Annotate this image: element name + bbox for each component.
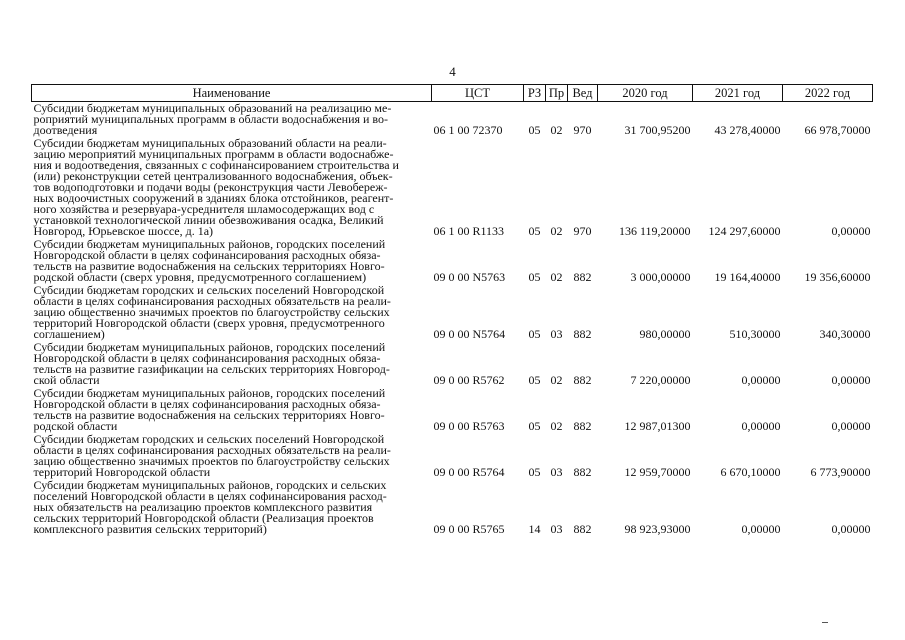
row-2020: 980,00000 [639, 327, 691, 341]
row-name [32, 341, 432, 387]
row-cst: 06 1 00 72370 [433, 123, 503, 137]
row-ved: 970 [573, 123, 592, 137]
row-cst: 06 1 00 R1133 [433, 224, 505, 238]
table-row [32, 433, 873, 479]
row-rz: 05 [528, 373, 541, 387]
row-name-line: Субсидии бюджетам муниципальных районов, городских поселений [33, 386, 386, 400]
row-name-line: ской области [33, 373, 100, 387]
row-name-line: территорий Новгородской области [33, 465, 211, 479]
row-pr: 02 [550, 224, 563, 238]
row-name [32, 284, 432, 341]
header-name: Наименование [32, 85, 432, 102]
table-row [32, 341, 873, 387]
header-2022: 2022 год [783, 85, 873, 102]
table-row [32, 102, 873, 138]
row-name-line: комплексного развития сельских территорий) [33, 522, 267, 536]
row-name-line: ния и водоотведения, связанных с софинансированием строительства и [33, 158, 399, 172]
row-name-line: Субсидии бюджетам городских и сельских поселений Новгородской [33, 432, 385, 446]
table-row [32, 137, 873, 238]
row-pr: 03 [550, 327, 563, 341]
stray-mark [822, 622, 828, 623]
row-2021: 510,30000 [729, 327, 781, 341]
row-2021: 0,00000 [741, 419, 781, 433]
row-name [32, 387, 432, 433]
table-row [32, 479, 873, 536]
row-name-line: зацию мероприятий муниципальных программ в области водоснабже- [33, 147, 394, 161]
page-number: 4 [449, 64, 456, 79]
row-2022: 0,00000 [831, 522, 871, 536]
row-2022: 66 978,70000 [804, 123, 871, 137]
row-name-line: ного хозяйства и резервуара-усреднителя шламосодержащих вод с [33, 202, 375, 216]
row-name-line: тельств на развитие водоснабжения на сельских территориях Новго- [33, 259, 385, 273]
row-2020: 12 987,01300 [624, 419, 691, 433]
row-2021: 19 164,40000 [714, 270, 781, 284]
row-rz: 05 [528, 123, 541, 137]
row-ved: 882 [573, 522, 592, 536]
row-ved: 882 [573, 419, 592, 433]
table-body [32, 102, 873, 537]
row-pr: 02 [550, 270, 563, 284]
row-name [32, 102, 432, 138]
row-name-line: области в целях софинансирования расходных обязательств на реали- [33, 294, 391, 308]
row-name-line: зацию общественно значимых проектов по благоустройству сельских [33, 454, 390, 468]
row-ved: 970 [573, 224, 592, 238]
row-name-line: области в целях софинансирования расходных обязательств на реали- [33, 443, 391, 457]
row-2020: 12 959,70000 [624, 465, 691, 479]
row-name-line: ных водоочистных сооружений в зданиях блока отстойников, реагент- [33, 191, 394, 205]
table-header-row [32, 85, 873, 102]
row-2022: 19 356,60000 [804, 270, 871, 284]
row-name-line: территорий Новгородской области (сверх уровня, предусмотренного [33, 316, 385, 330]
row-2022: 6 773,90000 [810, 465, 871, 479]
row-rz: 05 [528, 465, 541, 479]
row-ved: 882 [573, 270, 592, 284]
header-cst: ЦСТ [432, 85, 524, 102]
row-rz: 05 [528, 327, 541, 341]
row-name-line: ных обязательств на реализацию проектов комплексного развития [33, 500, 373, 514]
row-pr: 02 [550, 419, 563, 433]
row-cst: 09 0 00 R5762 [433, 373, 505, 387]
row-name-line: Новгородской области в целях софинансирования расходных обяза- [33, 397, 381, 411]
row-name-line: доотведения [33, 123, 98, 137]
row-cst: 09 0 00 R5765 [433, 522, 505, 536]
row-name-line: установкой технологической линии обезвоживания осадка, Великий [33, 213, 384, 227]
row-name-line: Новгород, Юрьевское шоссе, д. 1а) [33, 224, 214, 238]
row-name-line: родской области (сверх уровня, предусмотренного соглашением) [33, 270, 367, 284]
row-name-line: Новгородской области в целях софинансирования расходных обяза- [33, 248, 381, 262]
row-rz: 14 [528, 522, 541, 536]
row-ved: 882 [573, 465, 592, 479]
row-2021: 43 278,40000 [714, 123, 781, 137]
row-pr: 02 [550, 123, 563, 137]
row-2020: 136 119,20000 [618, 224, 691, 238]
row-name-line: (или) реконструкции сетей централизованного водоснабжения, объек- [33, 169, 393, 183]
row-2022: 340,30000 [819, 327, 871, 341]
row-2020: 31 700,95200 [624, 123, 691, 137]
table-row [32, 284, 873, 341]
row-name-line: Новгородской области в целях софинансирования расходных обяза- [33, 351, 381, 365]
row-2020: 98 923,93000 [624, 522, 691, 536]
header-rz: РЗ [524, 85, 546, 102]
header-2020: 2020 год [598, 85, 693, 102]
table-row [32, 387, 873, 433]
row-name-line: Субсидии бюджетам городских и сельских поселений Новгородской [33, 283, 385, 297]
header-2021: 2021 год [693, 85, 783, 102]
row-2021: 0,00000 [741, 522, 781, 536]
row-pr: 02 [550, 373, 563, 387]
row-rz: 05 [528, 270, 541, 284]
row-name-line: соглашением) [33, 327, 105, 341]
row-rz: 05 [528, 419, 541, 433]
row-name-line: тов водоподготовки и подачи воды (реконструкция части Левобереж- [33, 180, 388, 194]
row-cst: 09 0 00 R5763 [433, 419, 505, 433]
row-name-line: тельств на развитие газификации на сельских территориях Новгород- [33, 362, 390, 376]
row-name [32, 137, 432, 238]
row-name-line: Субсидии бюджетам муниципальных образований области на реали- [33, 136, 387, 150]
row-2021: 0,00000 [741, 373, 781, 387]
row-2021: 124 297,60000 [708, 224, 781, 238]
row-name-line: Субсидии бюджетам муниципальных образований на реализацию ме- [33, 101, 392, 115]
row-2020: 3 000,00000 [630, 270, 691, 284]
row-name-line: тельств на развитие водоснабжения на сельских территориях Новго- [33, 408, 385, 422]
header-pr: Пр [546, 85, 568, 102]
row-2022: 0,00000 [831, 419, 871, 433]
budget-table [31, 84, 873, 536]
row-ved: 882 [573, 373, 592, 387]
row-name [32, 433, 432, 479]
row-name-line: поселений Новгородской области в целях софинансирования расход- [33, 489, 387, 503]
row-cst: 09 0 00 R5764 [433, 465, 505, 479]
row-2021: 6 670,10000 [720, 465, 781, 479]
row-name-line: Субсидии бюджетам муниципальных районов, городских поселений [33, 237, 386, 251]
header-ved: Вед [568, 85, 598, 102]
row-pr: 03 [550, 465, 563, 479]
row-rz: 05 [528, 224, 541, 238]
row-name-line: Субсидии бюджетам муниципальных районов, городских и сельских [33, 478, 387, 492]
row-name-line: Субсидии бюджетам муниципальных районов, городских поселений [33, 340, 386, 354]
row-name [32, 238, 432, 284]
row-2022: 0,00000 [831, 224, 871, 238]
row-ved: 882 [573, 327, 592, 341]
row-pr: 03 [550, 522, 563, 536]
row-2020: 7 220,00000 [630, 373, 691, 387]
row-cst: 09 0 00 N5764 [433, 327, 506, 341]
table-row [32, 238, 873, 284]
row-name-line: родской области [33, 419, 118, 433]
row-name-line: сельских территорий Новгородской области (Реализация проектов [33, 511, 374, 525]
row-name-line: роприятий муниципальных программ в области водоснабжения и во- [33, 112, 389, 126]
row-cst: 09 0 00 N5763 [433, 270, 506, 284]
row-name [32, 479, 432, 536]
row-name-line: зацию общественно значимых проектов по благоустройству сельских [33, 305, 390, 319]
row-2022: 0,00000 [831, 373, 871, 387]
